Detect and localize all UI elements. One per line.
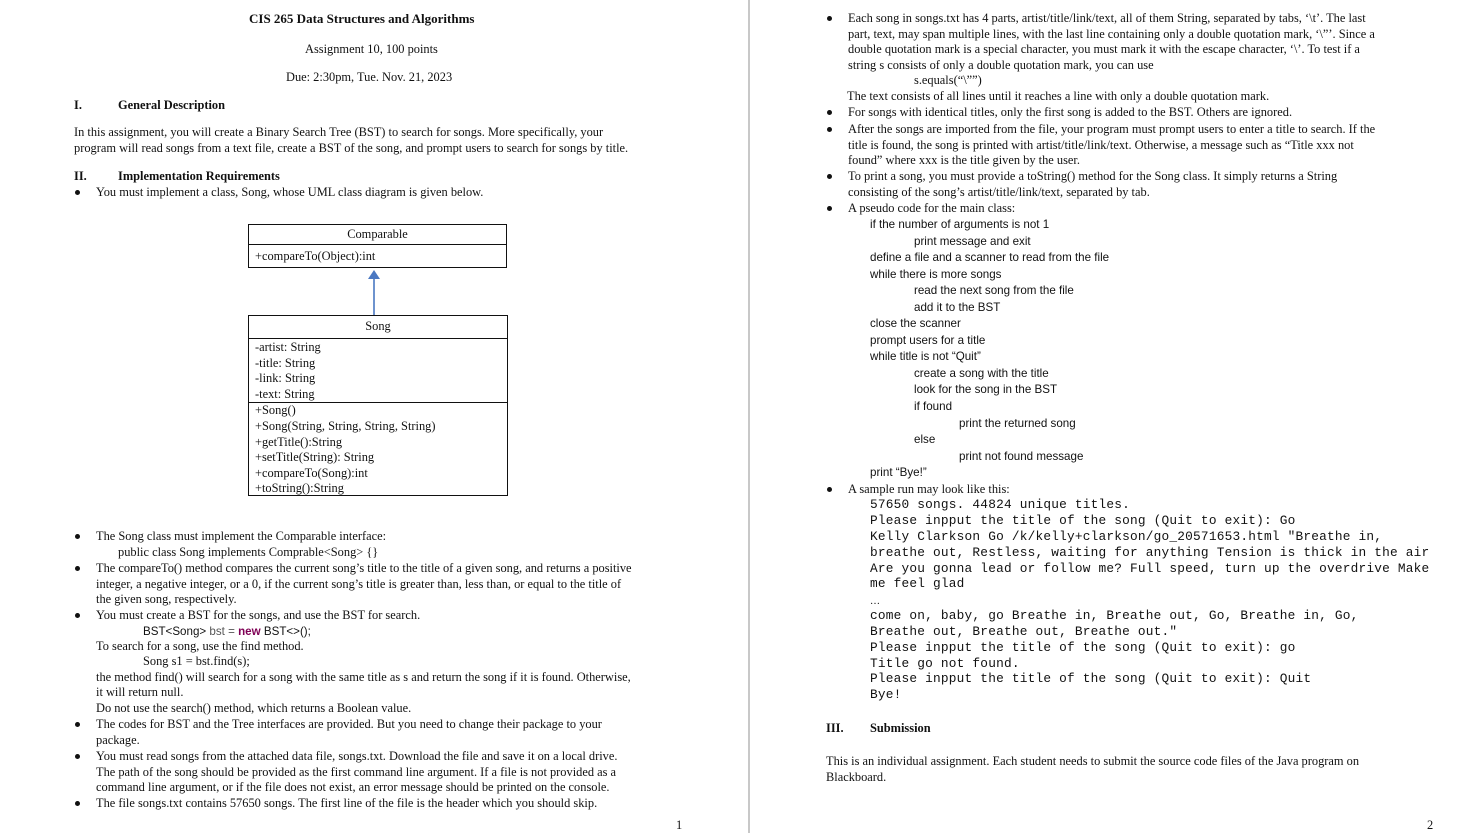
uml-method: +getTitle():String: [255, 434, 343, 449]
pseudo-code-line: while title is not “Quit”: [870, 350, 981, 363]
bullet: [827, 110, 832, 115]
console-output-line: breathe out, Restless, waiting for anything Tension is thick in the air: [870, 545, 1430, 560]
code-rest: BST<>();: [260, 625, 311, 638]
code-keyword: new: [238, 625, 261, 638]
bullet: [75, 190, 80, 195]
section-1-number: I.: [74, 98, 82, 112]
console-output-line: Breathe out, Breathe out, Breathe out.": [870, 624, 1178, 639]
console-output-line: Kelly Clarkson Go /k/kelly+clarkson/go_20571653.html "Breathe in,: [870, 529, 1383, 544]
console-output-line: Please inpput the title of the song (Quit to exit): go: [870, 640, 1296, 655]
pseudo-code-line: print the returned song: [959, 417, 1076, 430]
requirement-text: Do not use the search() method, which returns a Boolean value.: [96, 701, 412, 715]
code-snippet: s.equals(“\””): [914, 73, 982, 87]
requirement-text: string s consists of only a double quotation mark, you can use: [848, 58, 1154, 72]
console-output-line: Please inpput the title of the song (Quit to exit): Go: [870, 513, 1296, 528]
bullet: [75, 566, 80, 571]
uml-attribute: -title: String: [255, 355, 316, 370]
requirement-text: After the songs are imported from the file, your program must prompt users to enter a title to search. If the: [848, 122, 1376, 136]
submission-text: Blackboard.: [826, 770, 887, 784]
pseudo-code-line: create a song with the title: [914, 367, 1049, 380]
console-output-line: Please inpput the title of the song (Quit to exit): Quit: [870, 671, 1312, 686]
submission-text: This is an individual assignment. Each student needs to submit the source code files of the Java program on: [826, 754, 1360, 768]
requirement-text: You must create a BST for the songs, and use the BST for search.: [96, 608, 421, 622]
bullet: [827, 206, 832, 211]
due-date: Due: 2:30pm, Tue. Nov. 21, 2023: [286, 70, 453, 84]
description-line: program will read songs from a text file, create a BST of the song, and prompt users to search for songs by title.: [74, 141, 629, 155]
uml-attribute: -text: String: [255, 386, 315, 401]
code-snippet: [143, 624, 311, 640]
code-snippet: Song s1 = bst.find(s);: [143, 654, 250, 668]
requirement-text: the method find() will search for a song with the same title as s and return the song if it is found. Otherwise,: [96, 670, 631, 684]
console-output-line: come on, baby, go Breathe in, Breathe out, Go, Breathe in, Go,: [870, 608, 1359, 623]
uml-interface-name: Comparable: [249, 225, 506, 245]
requirement-text: A pseudo code for the main class:: [848, 201, 1016, 215]
pseudo-code-line: while there is more songs: [870, 268, 1002, 281]
uml-comparable-box: [248, 224, 507, 268]
bullet: [75, 613, 80, 618]
requirement-text: it will return null.: [96, 685, 184, 699]
uml-method: +setTitle(String): String: [255, 450, 375, 465]
code-var: bst =: [206, 625, 239, 638]
uml-intro: You must implement a class, Song, whose UML class diagram is given below.: [96, 185, 484, 199]
pseudo-code-line: add it to the BST: [914, 301, 1001, 314]
requirement-text: integer, a negative integer, or a 0, if the current song’s title is greater than, less than, or equal to the title of: [96, 577, 622, 591]
uml-attribute: -link: String: [255, 371, 316, 386]
section-1-heading: General Description: [118, 98, 226, 112]
requirement-text: the given song, respectively.: [96, 592, 237, 606]
ellipsis: …: [870, 596, 880, 607]
section-3-heading: Submission: [870, 721, 931, 735]
bullet: [827, 174, 832, 179]
code-snippet: public class Song implements Comprable<Song> {}: [118, 545, 379, 559]
requirement-text: command line argument, or if the file does not exist, an error message should be printed on the console.: [96, 780, 610, 794]
uml-class-name: Song: [249, 316, 507, 339]
requirement-text: title is found, the song is printed with artist/title/link/text. Otherwise, a message such as “Title xxx not: [848, 138, 1354, 152]
uml-method: +Song(): [255, 403, 296, 418]
bullet: [827, 127, 832, 132]
requirement-text: part, text, may span multiple lines, with the last line containing only a double quotation mark, ‘\”’. Since a: [848, 27, 1375, 41]
requirement-text: found” where xxx is the title given by the user.: [848, 153, 1080, 167]
requirement-text: The Song class must implement the Comparable interface:: [96, 529, 387, 543]
requirement-text: The text consists of all lines until it reaches a line with only a double quotation mark.: [847, 89, 1270, 103]
console-output-line: 57650 songs. 44824 unique titles.: [870, 497, 1131, 512]
requirement-text: For songs with identical titles, only the first song is added to the BST. Others are ignored.: [848, 105, 1293, 119]
pseudo-code-line: read the next song from the file: [914, 284, 1074, 297]
requirement-text: consisting of the song’s artist/title/link/text, separated by tab.: [848, 185, 1150, 199]
pseudo-code-line: look for the song in the BST: [914, 383, 1058, 396]
bullet: [75, 722, 80, 727]
section-2-heading: Implementation Requirements: [118, 169, 280, 183]
uml-interface-method: +compareTo(Object):int: [255, 249, 376, 263]
pseudo-code-line: print message and exit: [914, 235, 1031, 248]
requirement-text: package.: [96, 733, 140, 747]
requirement-text: double quotation mark is a special character, you must mark it with the escape character, ‘\’. To test if a: [848, 42, 1360, 56]
uml-song-box: [248, 315, 508, 496]
section-2-number: II.: [74, 169, 87, 183]
pseudo-code-line: if the number of arguments is not 1: [870, 218, 1050, 231]
requirement-text: The compareTo() method compares the current song’s title to the title of a given song, and returns a positive: [96, 561, 632, 575]
requirement-text: A sample run may look like this:: [848, 482, 1010, 496]
pseudo-code-line: if found: [914, 400, 953, 413]
bullet: [75, 534, 80, 539]
uml-method: +toString():String: [255, 481, 344, 496]
console-output-line: Are you gonna lead or follow me? Full speed, turn up the overdrive Make: [870, 561, 1430, 576]
pseudo-code-line: close the scanner: [870, 317, 961, 330]
inheritance-arrow: [366, 269, 382, 317]
section-3-number: III.: [826, 721, 844, 735]
console-output-line: Bye!: [870, 687, 902, 702]
bullet: [75, 754, 80, 759]
pseudo-code-line: prompt users for a title: [870, 334, 986, 347]
bullet: [827, 16, 832, 21]
console-output-line: Title go not found.: [870, 656, 1020, 671]
description-line: In this assignment, you will create a Binary Search Tree (BST) to search for songs. More specifically, your: [74, 125, 604, 139]
requirement-text: Each song in songs.txt has 4 parts, artist/title/link/text, all of them String, separated by tabs, ‘\t’. The last: [848, 11, 1366, 25]
course-title: CIS 265 Data Structures and Algorithms: [249, 11, 475, 26]
pseudo-code-line: print “Bye!”: [870, 466, 927, 479]
requirement-text: The codes for BST and the Tree interfaces are provided. But you need to change their package to your: [96, 717, 602, 731]
uml-method: +compareTo(Song):int: [255, 465, 368, 480]
pseudo-code-line: define a file and a scanner to read from the file: [870, 251, 1110, 264]
requirement-text: You must read songs from the attached data file, songs.txt. Download the file and save it on a local drive.: [96, 749, 618, 763]
pseudo-code-line: print not found message: [959, 450, 1084, 463]
page-number: 2: [1427, 818, 1434, 832]
requirement-text: The path of the song should be provided as the first command line argument. If a file is not provided as a: [96, 765, 617, 779]
code-type: BST<Song>: [143, 625, 207, 638]
bullet: [75, 801, 80, 806]
bullet: [827, 487, 832, 492]
assignment-line: Assignment 10, 100 points: [305, 42, 438, 56]
document-page-2: [750, 0, 1483, 833]
console-output-line: me feel glad: [870, 576, 965, 591]
requirement-text: To search for a song, use the find method.: [96, 639, 304, 653]
requirement-text: To print a song, you must provide a toString() method for the Song class. It simply returns a String: [848, 169, 1338, 183]
uml-attribute: -artist: String: [255, 340, 321, 354]
pseudo-code-line: else: [914, 433, 936, 446]
uml-method: +Song(String, String, String, String): [255, 418, 436, 433]
requirement-text: The file songs.txt contains 57650 songs. The first line of the file is the header which you should skip.: [96, 796, 598, 810]
page-number: 1: [676, 818, 683, 832]
